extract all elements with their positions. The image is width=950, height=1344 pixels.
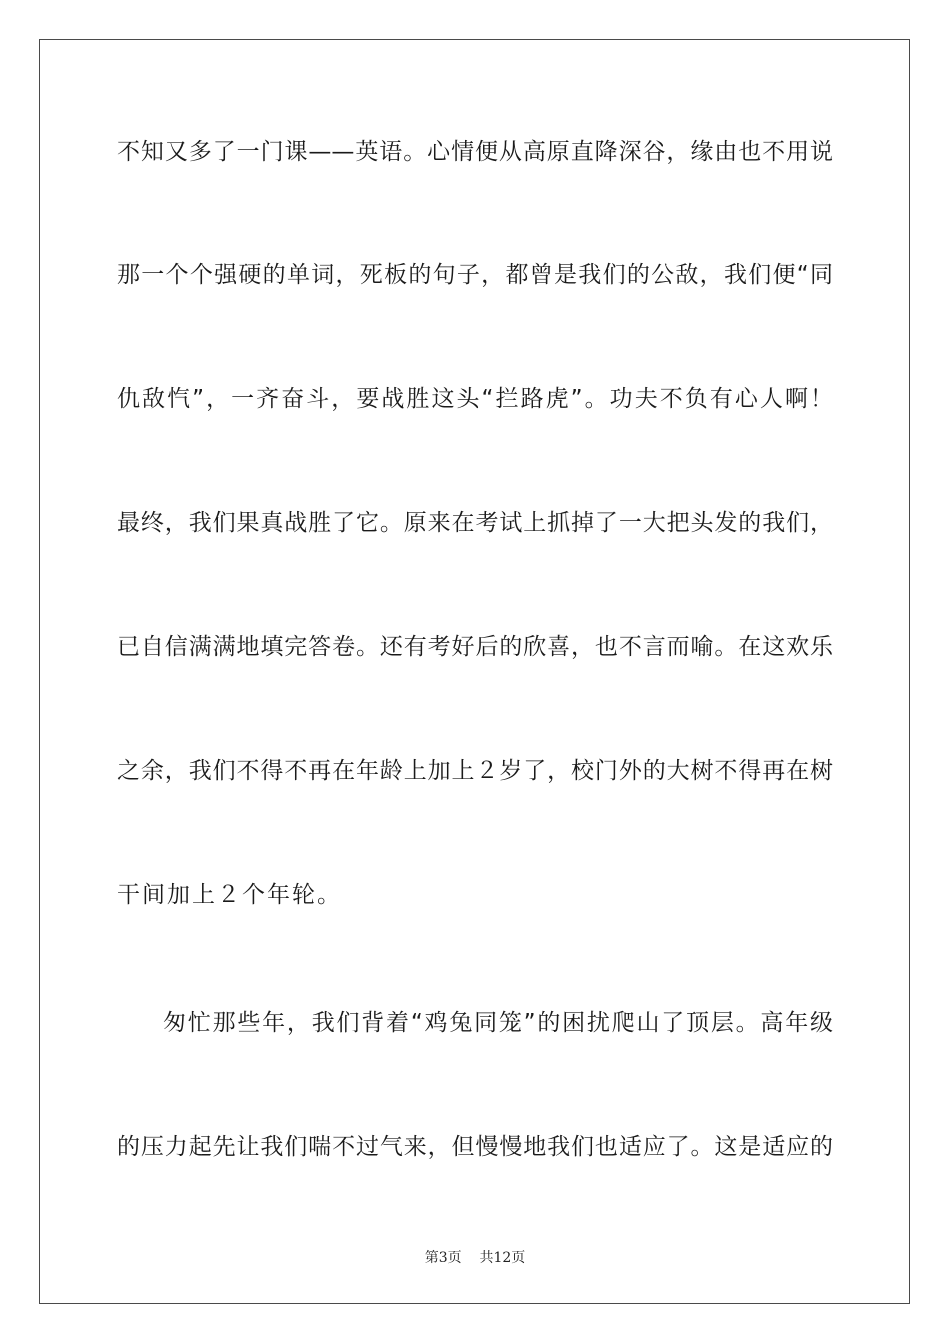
text-line-4: 最终，我们果真战胜了它。原来在考试上抓掉了一大把头发的我们，	[117, 510, 833, 536]
text-line-3: 仇敌忾”，一齐奋斗，要战胜这头“拦路虎”。功夫不负有心人啊！	[117, 386, 833, 412]
text-line-6: 之余，我们不得不再在年龄上加上２岁了，校门外的大树不得再在树	[117, 758, 833, 784]
text-line-7: 干间加上２个年轮。	[117, 882, 342, 908]
page-border	[39, 39, 910, 1304]
page-number: 第3页	[424, 1250, 462, 1266]
text-line-5: 已自信满满地填完答卷。还有考好后的欣喜，也不言而喻。在这欢乐	[117, 634, 833, 660]
text-line-1: 不知又多了一门课——英语。心情便从高原直降深谷，缘由也不用说	[117, 139, 833, 165]
text-line-8: 匆忙那些年，我们背着“鸡兔同笼”的困扰爬山了顶层。高年级	[163, 1010, 833, 1036]
page-total: 共12页	[479, 1250, 526, 1266]
text-line-9: 的压力起先让我们喘不过气来，但慢慢地我们也适应了。这是适应的	[117, 1134, 833, 1160]
text-line-2: 那一个个强硬的单词，死板的句子，都曾是我们的公敌，我们便“同	[117, 262, 833, 288]
page-footer	[0, 1247, 950, 1267]
